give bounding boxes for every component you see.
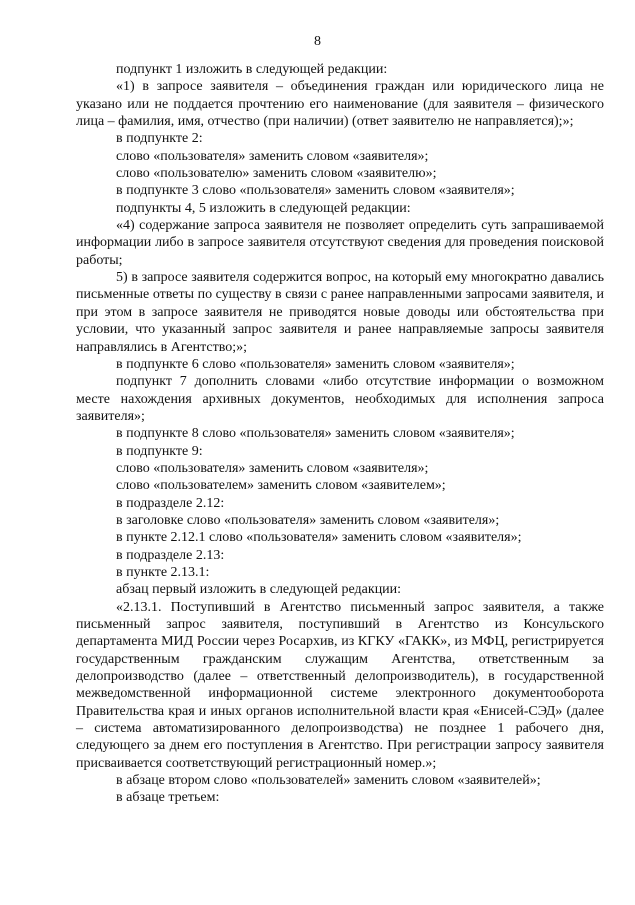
paragraph: в подпункте 8 слово «пользователя» заменить словом «заявителя»; <box>116 426 515 442</box>
paragraph: подпункты 4, 5 изложить в следующей редакции: <box>116 200 411 216</box>
paragraph: в подпункте 9: <box>116 443 203 459</box>
paragraph: в заголовке слово «пользователя» заменить словом «заявителя»; <box>116 512 500 528</box>
paragraph: в абзаце третьем: <box>116 790 220 806</box>
paragraph: в подпункте 6 слово «пользователя» заменить словом «заявителя»; <box>116 356 515 372</box>
paragraph: в подразделе 2.12: <box>116 495 225 511</box>
paragraph: 5) в запросе заявителя содержится вопрос, на который ему многократно давались письменные ответы по существу в связи с ранее направленными запросами заявителя, и при этом в запросе заявителя не приводятся новые доводы или обстоятельства при условии, что указанный запрос заявителя и ранее направляемые запросы заявителя направлялись в Агентство;»; <box>76 270 604 355</box>
paragraph: «2.13.1. Поступивший в Агентство письменный запрос заявителя, а также письменный запрос заявителя, поступивший в Агентство из Консульского департамента МИД России через Росархив, из КГКУ «ГАКК», из МФЦ, регистрируется государственным гражданским служащим Агентства, ответственным за делопроизводство (далее – ответственный делопроизводитель), в государственной межведомственной информационной системе электронного документооборота Правительства края и иных органов исполнительной власти края «Енисей-СЭД» (далее – система автоматизированного делопроизводства) не позднее 1 рабочего дня, следующего за днем его поступления в Агентство. При регистрации запросу заявителя присваивается соответствующий регистрационный номер.»; <box>76 599 604 771</box>
paragraph: в подпункте 3 слово «пользователя» заменить словом «заявителя»; <box>116 183 515 199</box>
paragraph: в пункте 2.12.1 слово «пользователя» заменить словом «заявителя»; <box>116 530 522 546</box>
paragraph: абзац первый изложить в следующей редакции: <box>116 582 402 598</box>
paragraph: в абзаце втором слово «пользователей» заменить словом «заявителей»; <box>116 773 541 789</box>
paragraph: «4) содержание запроса заявителя не позволяет определить суть запрашиваемой информации либо в запросе заявителя отсутствуют сведения для проведения поисковой работы; <box>76 218 604 268</box>
document-body <box>76 61 604 807</box>
paragraph: слово «пользователем» заменить словом «заявителем»; <box>116 478 446 494</box>
paragraph: слово «пользователя» заменить словом «заявителя»; <box>116 460 429 476</box>
paragraph: подпункт 7 дополнить словами «либо отсутствие информации о возможном месте нахождения архивных документов, необходимых для исполнения запроса заявителя»; <box>76 374 604 424</box>
paragraph: подпункт 1 изложить в следующей редакции: <box>116 62 388 77</box>
paragraph: в подпункте 2: <box>116 131 203 147</box>
paragraph: слово «пользователя» заменить словом «заявителя»; <box>116 148 429 164</box>
page-number: 8 <box>314 34 321 49</box>
paragraph: слово «пользователю» заменить словом «заявителю»; <box>116 166 437 182</box>
paragraph: «1) в запросе заявителя – объединения граждан или юридического лица не указано или не поддается прочтению его наименование (для заявителя – физического лица – фамилия, имя, отчество (при наличии) (ответ заявителю не направляется);»; <box>76 79 604 130</box>
paragraph: в пункте 2.13.1: <box>116 564 210 580</box>
paragraph: в подразделе 2.13: <box>116 547 225 563</box>
